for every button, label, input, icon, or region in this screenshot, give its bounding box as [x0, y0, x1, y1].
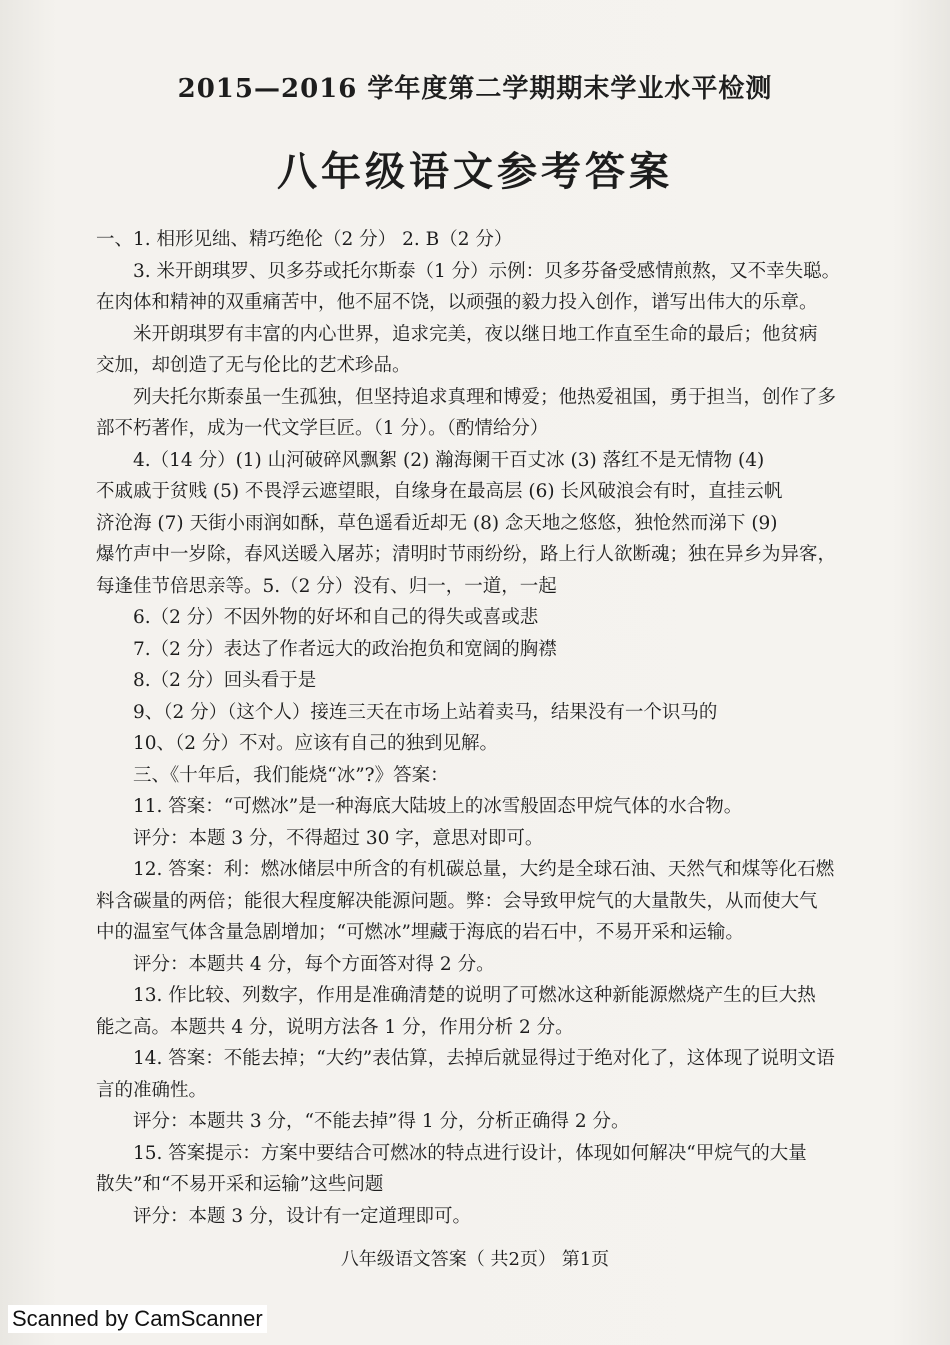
answer-line: 料含碳量的两倍；能很大程度解决能源问题。弊：会导致甲烷气的大量散失，从而使大气	[96, 890, 818, 912]
answer-line: 散失”和“不易开采和运输”这些问题	[96, 1174, 384, 1195]
answer-line: 7.（2 分）表达了作者远大的政治抱负和宽阔的胸襟	[133, 638, 557, 660]
answer-line: 一、1. 相形见绌、精巧绝伦（2 分） 2. B（2 分）	[96, 229, 513, 250]
answer-line: 中的温室气体含量急剧增加；“可燃冰”埋藏于海底的岩石中，不易开采和运输。	[96, 922, 744, 943]
answer-line: 交加，却创造了无与伦比的艺术珍品。	[96, 355, 411, 376]
answer-line: 14. 答案：不能去掉；“大约”表估算，去掉后就显得过于绝对化了，这体现了说明文语	[133, 1048, 835, 1069]
answer-line: 8.（2 分）回头看于是	[133, 670, 317, 691]
answer-line: 米开朗琪罗有丰富的内心世界，追求完美，夜以继日地工作直至生命的最后；他贫病	[133, 323, 818, 345]
answer-line: 3. 米开朗琪罗、贝多芬或托尔斯泰（1 分）示例：贝多芬备受感情煎熬，又不幸失聪。	[133, 260, 841, 282]
exam-header: 2015—2016 学年度第二学期期末学业水平检测	[177, 74, 773, 104]
answer-line: 评分：本题共 4 分，每个方面答对得 2 分。	[133, 953, 495, 975]
answer-body	[96, 224, 876, 1232]
answer-line: 6.（2 分）不因外物的好坏和自己的得失或喜或悲	[133, 607, 539, 628]
answer-line: 评分：本题共 3 分，“不能去掉”得 1 分，分析正确得 2 分。	[133, 1111, 630, 1132]
page-footer: 八年级语文答案（ 共2页） 第1页	[340, 1249, 610, 1270]
answer-line: 10、（2 分）不对。应该有自己的独到见解。	[133, 733, 498, 754]
page-title: 八年级语文参考答案	[277, 148, 673, 195]
answer-line: 部不朽著作，成为一代文学巨匠。（1 分）。（酌情给分）	[96, 418, 549, 439]
answer-line: 11. 答案：“可燃冰”是一种海底大陆坡上的冰雪般固态甲烷气体的水合物。	[133, 796, 743, 817]
answer-line: 15. 答案提示：方案中要结合可燃冰的特点进行设计，体现如何解决“甲烷气的大量	[133, 1142, 807, 1164]
answer-line: 评分：本题 3 分，设计有一定道理即可。	[133, 1205, 472, 1227]
answer-line: 4.（14 分）(1) 山河破碎风飘絮 (2) 瀚海阑干百丈冰 (3) 落红不是无情物 (4)	[133, 449, 765, 471]
answer-line: 每逢佳节倍思亲等。5.（2 分）没有、归一，一道，一起	[96, 575, 557, 597]
answer-line: 不戚戚于贫贱 (5) 不畏浮云遮望眼，自缘身在最高层 (6) 长风破浪会有时，直挂云帆	[96, 481, 783, 502]
answer-line: 三、《十年后，我们能烧“冰”?》答案：	[133, 764, 449, 786]
answer-line: 9、（2 分）（这个人）接连三天在市场上站着卖马，结果没有一个识马的	[133, 701, 718, 723]
answer-line: 评分：本题 3 分，不得超过 30 字，意思对即可。	[133, 827, 544, 849]
scanner-watermark: Scanned by CamScanner	[8, 1305, 267, 1333]
answer-line: 爆竹声中一岁除，春风送暖入屠苏；清明时节雨纷纷，路上行人欲断魂；独在异乡为异客，	[96, 544, 837, 565]
answer-line: 13. 作比较、列数字，作用是准确清楚的说明了可燃冰这种新能源燃烧产生的巨大热	[133, 985, 816, 1006]
answer-line: 列夫托尔斯泰虽一生孤独，但坚持追求真理和博爱；他热爱祖国，勇于担当，创作了多	[133, 386, 837, 408]
answer-line: 济沧海 (7) 天街小雨润如酥，草色遥看近却无 (8) 念天地之悠悠，独怆然而涕下 (9)	[96, 512, 778, 534]
answer-line: 在肉体和精神的双重痛苦中，他不屈不饶，以顽强的毅力投入创作，谱写出伟大的乐章。	[96, 292, 818, 313]
answer-line: 能之高。本题共 4 分，说明方法各 1 分，作用分析 2 分。	[96, 1016, 574, 1038]
answer-line: 12. 答案：利：燃冰储层中所含的有机碳总量，大约是全球石油、天然气和煤等化石燃	[133, 859, 835, 880]
answer-line: 言的准确性。	[96, 1079, 208, 1101]
